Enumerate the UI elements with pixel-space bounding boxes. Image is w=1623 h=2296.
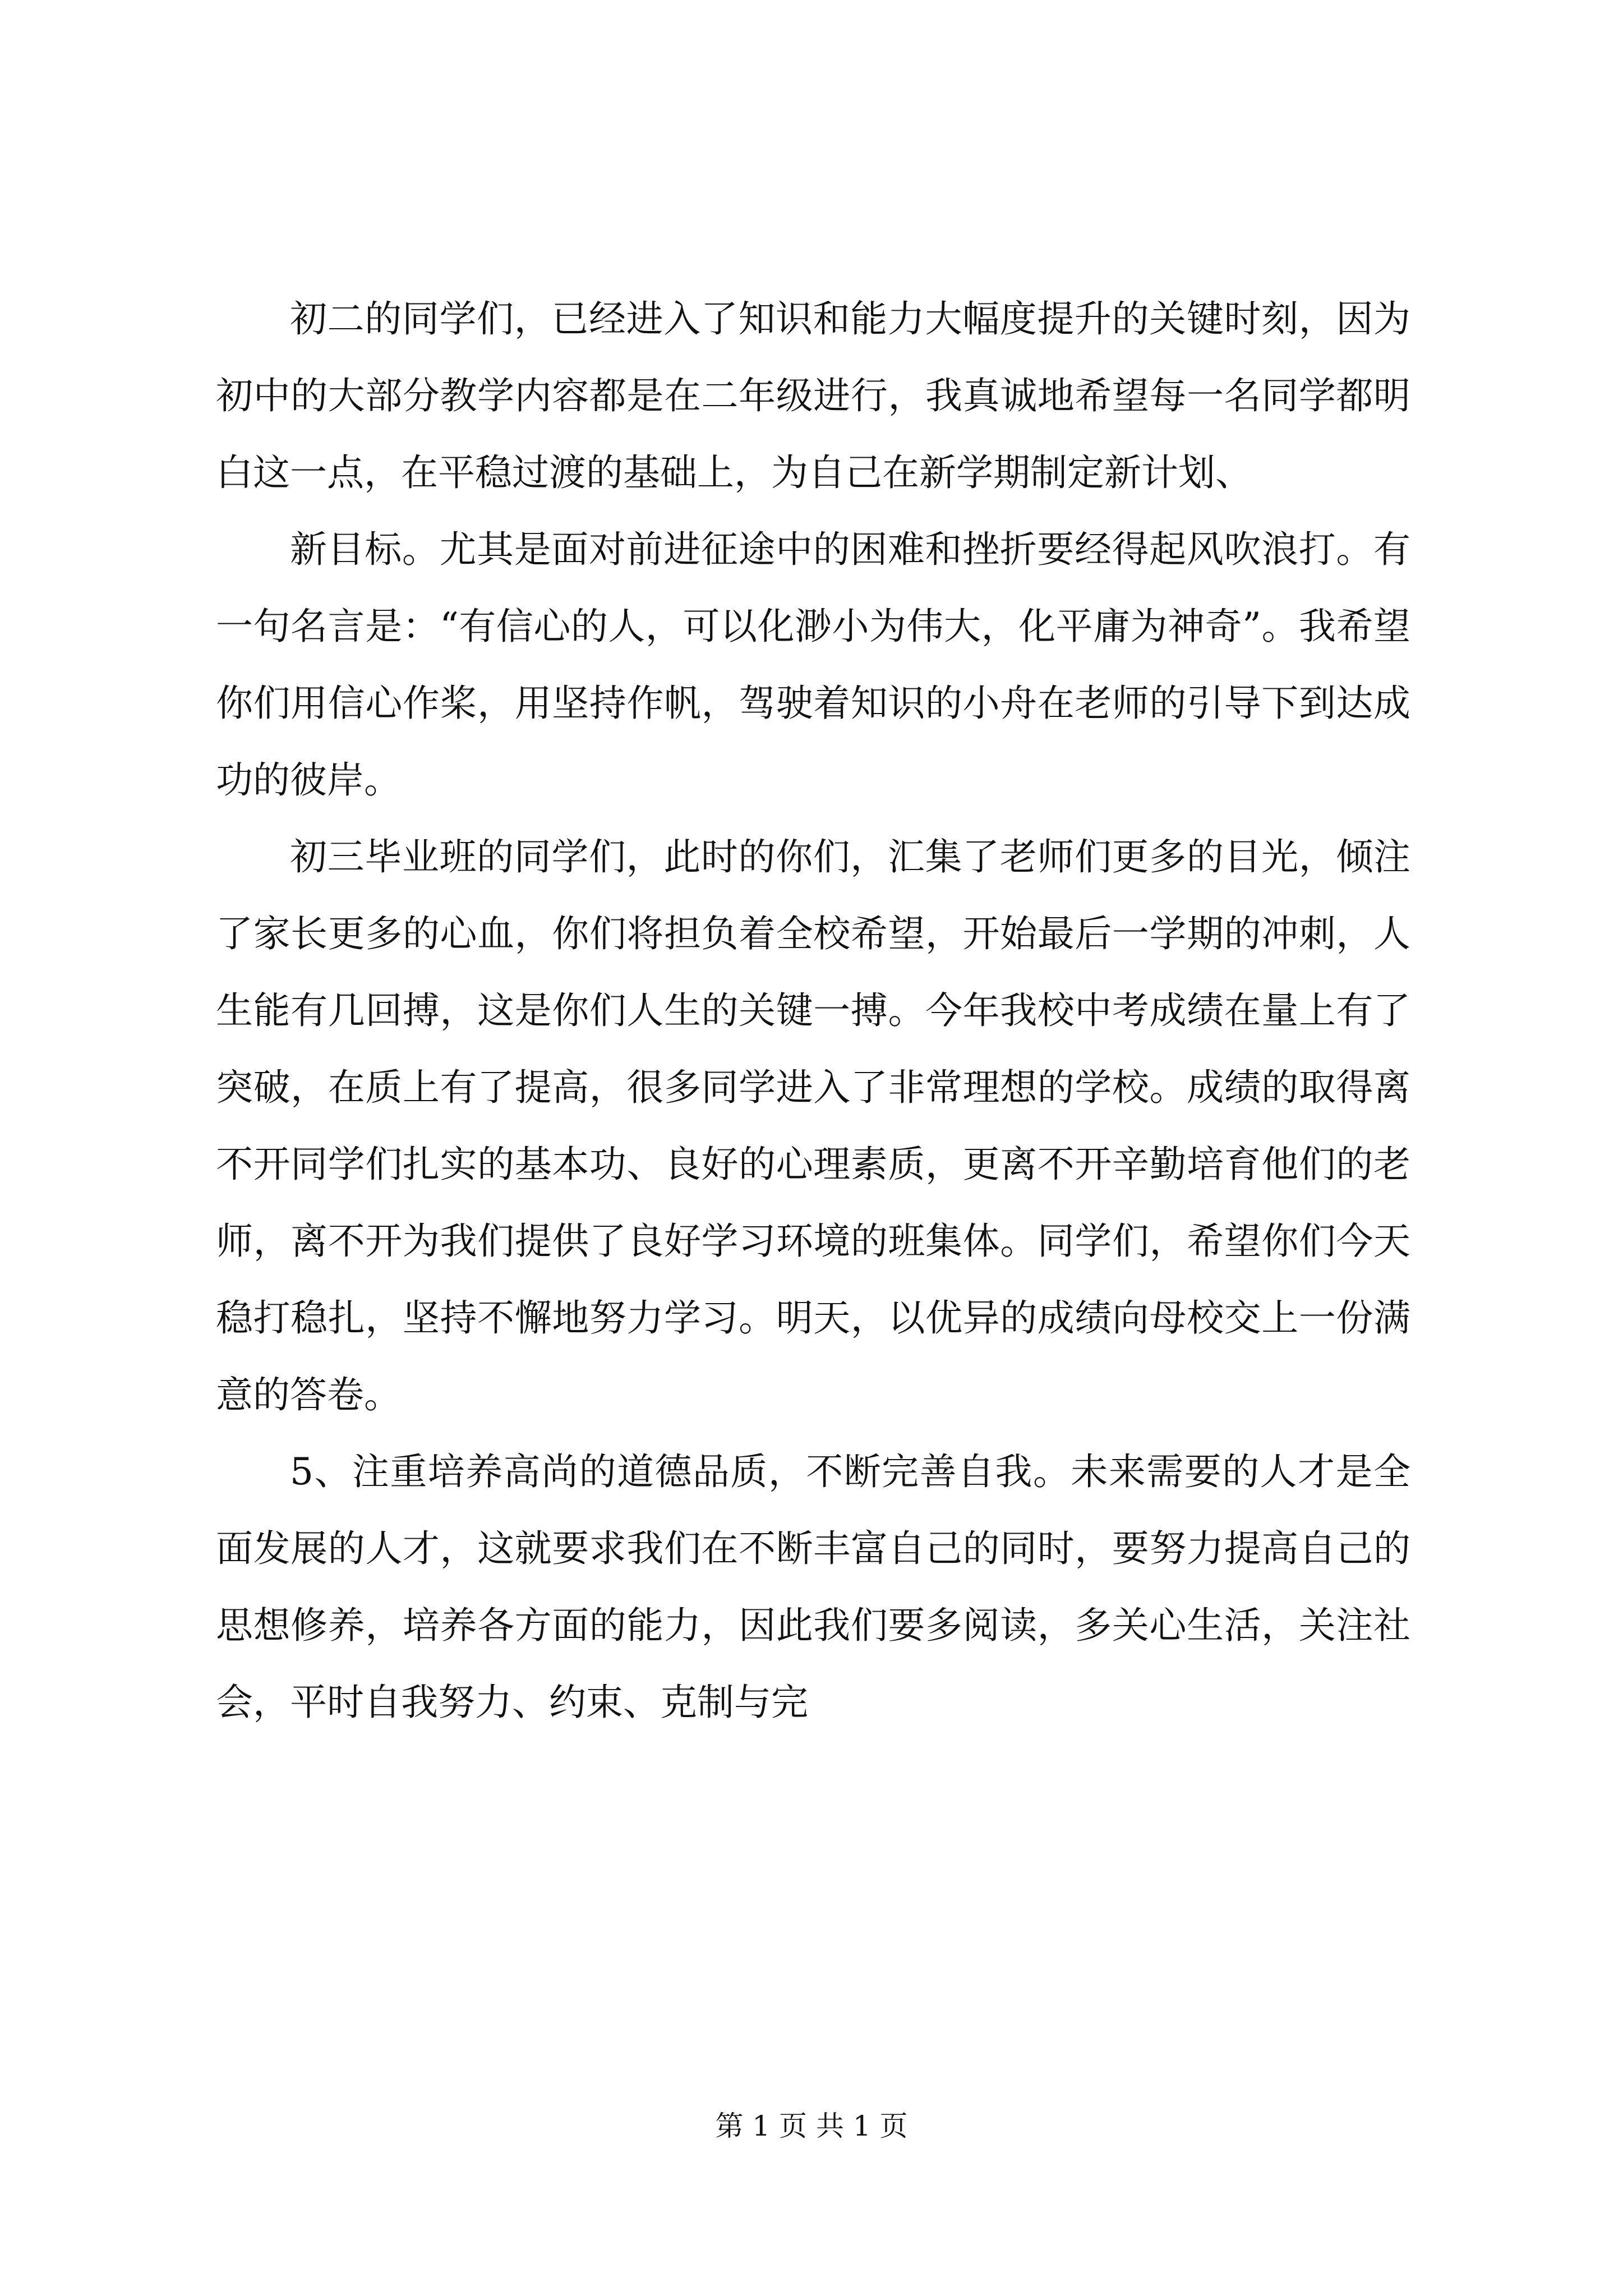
paragraph-grade3: 初三毕业班的同学们，此时的你们，汇集了老师们更多的目光，倾注了家长更多的心血，你们将担负着全校希望，开始最后一学期的冲刺，人生能有几回搏，这是你们人生的关键一搏。今年我校中考成绩在量上有了突破，在质上有了提高，很多同学进入了非常理想的学校。成绩的取得离不开同学们扎实的基本功、良好的心理素质，更离不开辛勤培育他们的老师，离不开为我们提供了良好学习环境的班集体。同学们，希望你们今天稳打稳扎，坚持不懈地努力学习。明天，以优异的成绩向母校交上一份满意的答卷。 [216,835,1410,1416]
paragraph-grade2: 初二的同学们，已经进入了知识和能力大幅度提升的关键时刻，因为初中的大部分教学内容都是在二年级进行，我真诚地希望每一名同学都明白这一点，在平稳过渡的基础上，为自己在新学期制定新计划、 [216,297,1410,494]
page-footer: 第 1 页 共 1 页 [715,2110,908,2142]
document-body [216,280,1410,1741]
paragraph-moral-quality: 5、注重培养高尚的道德品质，不断完善自我。未来需要的人才是全面发展的人才，这就要求我们在不断丰富自己的同时，要努力提高自己的思想修养，培养各方面的能力，因此我们要多阅读，多关心生活，关注社会，平时自我努力、约束、克制与完 [216,1450,1410,1724]
paragraph-new-goals: 新目标。尤其是面对前进征途中的困难和挫折要经得起风吹浪打。有一句名言是：“有信心的人，可以化渺小为伟大，化平庸为神奇”。我希望你们用信心作桨，用坚持作帆，驾驶着知识的小舟在老师的引导下到达成功的彼岸。 [216,528,1410,802]
